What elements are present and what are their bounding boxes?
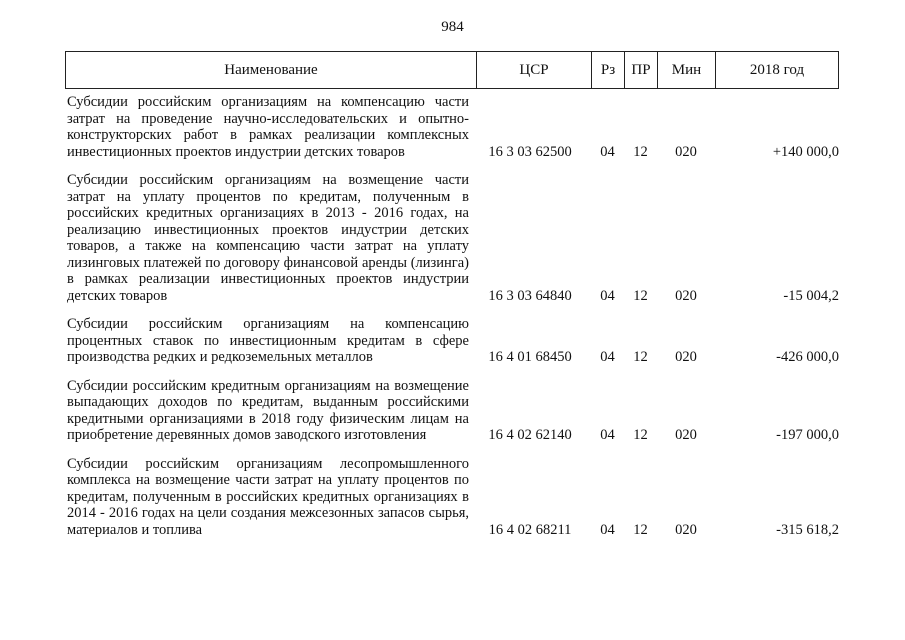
table-header (65, 51, 839, 89)
row-name: Субсидии российским организациям на возмещение части затрат на уплату процентов по кредитам, полученным в российских кредитных организациях в 2013 - 2016 годах, на реализацию инвестиционных проектов индустрии детских товаров, а также на компенсацию части затрат на уплату лизинговых платежей по договору финансовой аренды (лизинга) в рамках реализации инвестиционных проектов индустрии детских товаров (67, 172, 469, 304)
row-rz: 04 (600, 521, 615, 538)
header-year: 2018 год (749, 61, 805, 78)
table-body (65, 94, 839, 550)
row-amount: -315 618,2 (776, 521, 839, 538)
row-min: 020 (675, 287, 697, 304)
page-number: 984 (441, 19, 464, 35)
row-pr: 12 (633, 287, 648, 304)
row-amount: -197 000,0 (776, 427, 839, 443)
table-row (65, 94, 839, 160)
row-rz: 04 (600, 349, 615, 365)
row-min: 020 (675, 427, 697, 443)
row-pr: 12 (633, 143, 648, 160)
table-row (65, 378, 839, 444)
header-name: Наименование (66, 52, 477, 88)
row-rz: 04 (600, 427, 615, 443)
row-min: 020 (675, 143, 697, 160)
row-pr: 12 (633, 521, 648, 538)
row-pr: 12 (633, 427, 648, 443)
row-name: Субсидии российским организациям на компенсацию части затрат на проведение научно-исследовательских и опытно-конструкторских работ в рамках реализации комплексных инвестиционных проектов индустрии детских товаров (67, 94, 469, 160)
row-min: 020 (675, 521, 697, 538)
row-amount: -15 004,2 (783, 287, 839, 304)
row-rz: 04 (600, 143, 615, 160)
row-pr: 12 (633, 349, 648, 365)
table-row (65, 456, 839, 539)
row-min: 020 (675, 349, 697, 365)
header-rz: Рз (592, 52, 625, 88)
row-rz: 04 (600, 287, 615, 304)
row-amount: -426 000,0 (776, 349, 839, 365)
header-csr: ЦСР (477, 52, 592, 88)
row-name: Субсидии российским кредитным организациям на возмещение выпадающих доходов по кредитам, выданным российскими кредитными организациями в 2018 году физическим лицам на приобретение деревянных домов заводского изготовления (67, 377, 469, 443)
row-csr: 16 3 03 62500 (488, 143, 572, 160)
header-pr: ПР (625, 52, 658, 88)
row-name: Субсидии российским организациям на компенсацию процентных ставок по инвестиционным кредитам в сфере производства редких и редкоземельных металлов (67, 316, 469, 365)
header-min: Мин (658, 52, 716, 88)
row-csr: 16 4 01 68450 (488, 349, 572, 365)
table-row (65, 316, 839, 366)
row-amount: +140 000,0 (772, 143, 839, 160)
table-row (65, 172, 839, 304)
row-csr: 16 3 03 64840 (488, 287, 572, 304)
row-name: Субсидии российским организациям лесопромышленного комплекса на возмещение части затрат на уплату процентов по кредитам, полученным в российских кредитных организациях в 2014 - 2016 годах на цели создания межсезонных запасов сырья, материалов и топлива (67, 455, 469, 538)
row-csr: 16 4 02 68211 (488, 521, 572, 538)
row-csr: 16 4 02 62140 (488, 427, 572, 443)
